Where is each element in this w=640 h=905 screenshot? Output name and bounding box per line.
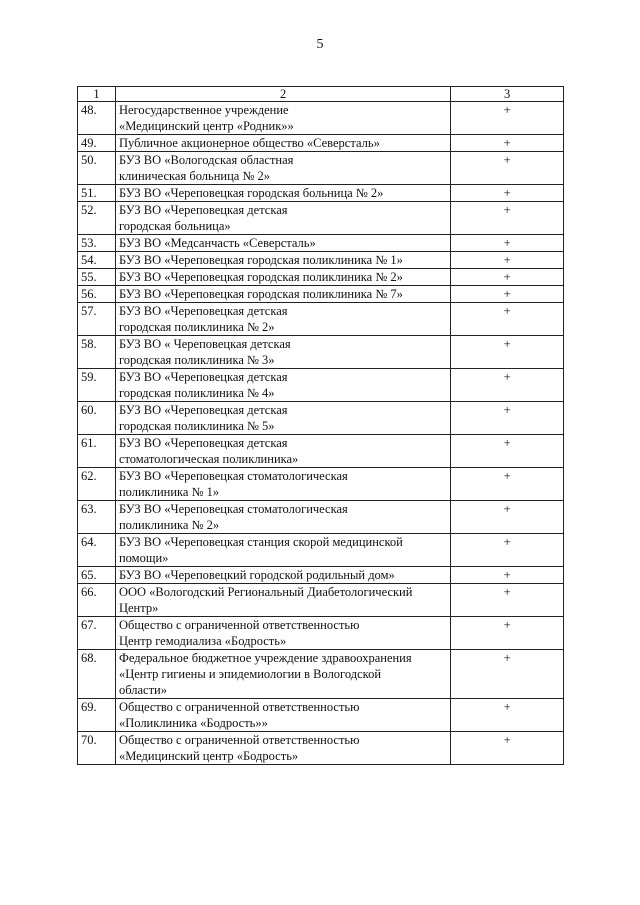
inclusion-mark: + — [451, 135, 564, 152]
inclusion-mark: + — [451, 650, 564, 699]
table-row — [78, 336, 564, 369]
organization-name: БУЗ ВО «Медсанчасть «Северсталь» — [115, 235, 450, 252]
inclusion-mark: + — [451, 369, 564, 402]
table-row — [78, 185, 564, 202]
row-number: 66. — [78, 584, 116, 617]
row-number: 52. — [78, 202, 116, 235]
row-number: 56. — [78, 286, 116, 303]
organizations-table — [77, 86, 564, 765]
table-row — [78, 732, 564, 765]
row-number: 70. — [78, 732, 116, 765]
organization-name: БУЗ ВО «Череповецкая детская городская поликлиника № 4» — [115, 369, 450, 402]
organization-name: БУЗ ВО «Череповецкая детская городская поликлиника № 5» — [115, 402, 450, 435]
row-number: 57. — [78, 303, 116, 336]
table-row — [78, 286, 564, 303]
organization-name: БУЗ ВО «Череповецкая городская поликлиника № 7» — [115, 286, 450, 303]
table-header-row — [78, 87, 564, 102]
organization-name: БУЗ ВО «Череповецкая городская больница № 2» — [115, 185, 450, 202]
row-number: 61. — [78, 435, 116, 468]
organization-name: Общество с ограниченной ответственностью «Поликлиника «Бодрость»» — [115, 699, 450, 732]
organization-name: БУЗ ВО «Череповецкая стоматологическая поликлиника № 1» — [115, 468, 450, 501]
inclusion-mark: + — [451, 202, 564, 235]
column-header-3: 3 — [451, 87, 564, 102]
row-number: 49. — [78, 135, 116, 152]
table-row — [78, 102, 564, 135]
table-row — [78, 235, 564, 252]
column-header-1: 1 — [78, 87, 116, 102]
inclusion-mark: + — [451, 732, 564, 765]
inclusion-mark: + — [451, 235, 564, 252]
organization-name: Федеральное бюджетное учреждение здравоохранения «Центр гигиены и эпидемиологии в Вологодской области» — [115, 650, 450, 699]
row-number: 62. — [78, 468, 116, 501]
row-number: 59. — [78, 369, 116, 402]
table-row — [78, 501, 564, 534]
table-row — [78, 584, 564, 617]
row-number: 67. — [78, 617, 116, 650]
row-number: 48. — [78, 102, 116, 135]
table-row — [78, 135, 564, 152]
inclusion-mark: + — [451, 584, 564, 617]
inclusion-mark: + — [451, 501, 564, 534]
inclusion-mark: + — [451, 185, 564, 202]
table-row — [78, 402, 564, 435]
row-number: 69. — [78, 699, 116, 732]
row-number: 54. — [78, 252, 116, 269]
row-number: 68. — [78, 650, 116, 699]
table-row — [78, 650, 564, 699]
table-row — [78, 369, 564, 402]
organization-name: БУЗ ВО «Череповецкая городская поликлиника № 2» — [115, 269, 450, 286]
organization-name: БУЗ ВО « Череповецкая детская городская поликлиника № 3» — [115, 336, 450, 369]
row-number: 53. — [78, 235, 116, 252]
organization-name: БУЗ ВО «Череповецкая детская городская поликлиника № 2» — [115, 303, 450, 336]
organization-name: Общество с ограниченной ответственностью Центр гемодиализа «Бодрость» — [115, 617, 450, 650]
inclusion-mark: + — [451, 699, 564, 732]
table-row — [78, 269, 564, 286]
table-row — [78, 152, 564, 185]
inclusion-mark: + — [451, 252, 564, 269]
inclusion-mark: + — [451, 269, 564, 286]
organization-name: БУЗ ВО «Череповецкая детская городская больница» — [115, 202, 450, 235]
row-number: 65. — [78, 567, 116, 584]
organization-name: Негосударственное учреждение «Медицинский центр «Родник»» — [115, 102, 450, 135]
organization-name: Общество с ограниченной ответственностью «Медицинский центр «Бодрость» — [115, 732, 450, 765]
inclusion-mark: + — [451, 468, 564, 501]
inclusion-mark: + — [451, 102, 564, 135]
inclusion-mark: + — [451, 435, 564, 468]
inclusion-mark: + — [451, 567, 564, 584]
inclusion-mark: + — [451, 336, 564, 369]
table-row — [78, 699, 564, 732]
organization-name: БУЗ ВО «Череповецкая детская стоматологическая поликлиника» — [115, 435, 450, 468]
organization-name: ООО «Вологодский Региональный Диабетологический Центр» — [115, 584, 450, 617]
inclusion-mark: + — [451, 617, 564, 650]
row-number: 60. — [78, 402, 116, 435]
organization-name: БУЗ ВО «Вологодская областная клиническая больница № 2» — [115, 152, 450, 185]
row-number: 63. — [78, 501, 116, 534]
organization-name: БУЗ ВО «Череповецкий городской родильный дом» — [115, 567, 450, 584]
table-row — [78, 435, 564, 468]
inclusion-mark: + — [451, 152, 564, 185]
row-number: 55. — [78, 269, 116, 286]
row-number: 64. — [78, 534, 116, 567]
table-row — [78, 617, 564, 650]
row-number: 58. — [78, 336, 116, 369]
organization-name: БУЗ ВО «Череповецкая городская поликлиника № 1» — [115, 252, 450, 269]
organization-name: БУЗ ВО «Череповецкая станция скорой медицинской помощи» — [115, 534, 450, 567]
table-row — [78, 252, 564, 269]
inclusion-mark: + — [451, 534, 564, 567]
table-row — [78, 468, 564, 501]
table-row — [78, 567, 564, 584]
organization-name: Публичное акционерное общество «Северсталь» — [115, 135, 450, 152]
inclusion-mark: + — [451, 303, 564, 336]
table-row — [78, 202, 564, 235]
table-row — [78, 303, 564, 336]
column-header-2: 2 — [115, 87, 450, 102]
inclusion-mark: + — [451, 286, 564, 303]
row-number: 50. — [78, 152, 116, 185]
row-number: 51. — [78, 185, 116, 202]
table-row — [78, 534, 564, 567]
page-number: 5 — [316, 37, 324, 52]
organization-name: БУЗ ВО «Череповецкая стоматологическая поликлиника № 2» — [115, 501, 450, 534]
inclusion-mark: + — [451, 402, 564, 435]
